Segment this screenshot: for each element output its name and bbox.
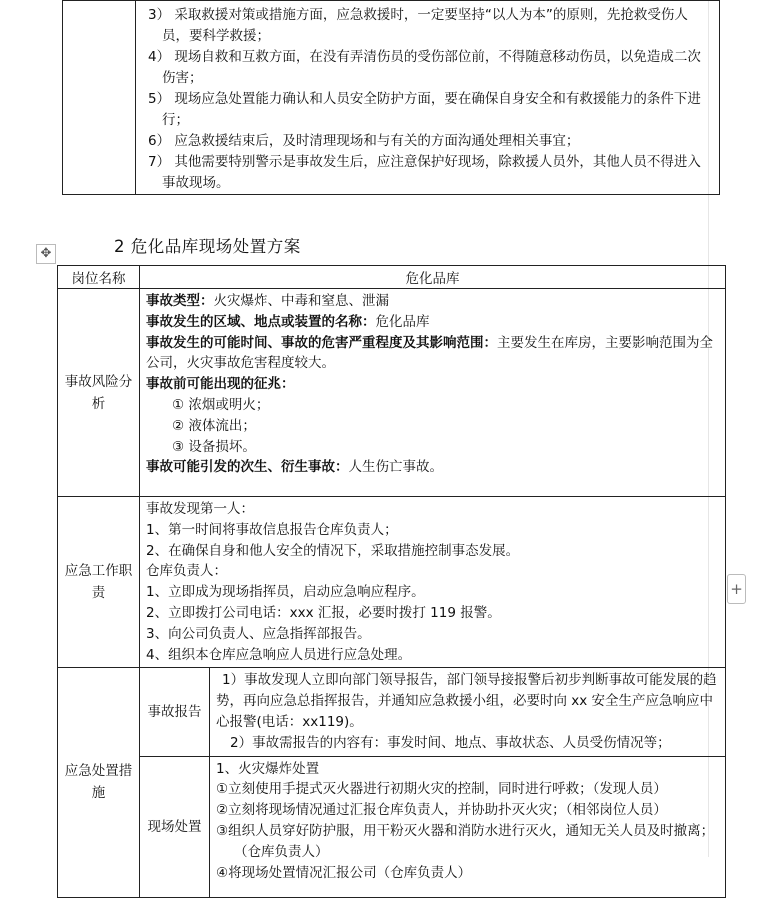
previous-table-fragment — [62, 0, 720, 195]
accident-report-content — [210, 668, 726, 756]
duty-line: 事故发现第一人： — [146, 501, 254, 517]
precaution-item: 3） 采取救援对策或措施方面，应急救援时，一定要坚持“以人为本”的原则，先抢救受伤人员，要科学救援； — [148, 7, 688, 44]
precaution-item: 5） 现场应急处置能力确认和人员安全防护方面，要在确保自身安全和有救援能力的条件下进行； — [148, 91, 701, 128]
precaution-item: 7） 其他需要特别警示是事故发生后，应注意保护好现场，除救援人员外，其他人员不得进入事故现场。 — [148, 154, 701, 191]
duty-line: 1、第一时间将事故信息报告仓库负责人； — [146, 521, 398, 538]
table-move-handle-icon[interactable]: ✥ — [36, 244, 56, 264]
emergency-measures-label: 应急处置措施 — [58, 668, 140, 897]
precaution-item: 6） 应急救援结束后，及时清理现场和与有关的方面沟通处理相关事宜； — [148, 133, 580, 149]
site-line: ③组织人员穿好防护服，用干粉灭火器和消防水进行灭火，通知无关人员及时撤离；（仓库负责人） — [216, 822, 715, 860]
duty-line: 4、组织本仓库应急响应人员进行应急处理。 — [146, 646, 412, 663]
emergency-duty-label: 应急工作职责 — [58, 497, 140, 668]
duty-line: 2、在确保自身和他人安全的情况下，采取措施控制事态发展。 — [146, 542, 520, 559]
accident-time-value: 主要发生在库房，主要影响范围为全公司，火灾事故危害程度较大。 — [146, 334, 713, 372]
add-row-plus-icon[interactable]: + — [727, 574, 746, 604]
precautions-cell — [136, 1, 720, 195]
secondary-accident-value: 人生伤亡事故。 — [348, 459, 443, 476]
secondary-accident-label: 事故可能引发的次生、衍生事故： — [146, 459, 349, 476]
accident-area-label: 事故发生的区域、地点或装置的名称： — [146, 313, 376, 330]
section-heading: 2 危化品库现场处置方案 — [114, 237, 301, 256]
site-disposal-content — [210, 756, 726, 897]
accident-type-label: 事故类型： — [146, 293, 214, 309]
accident-area-value: 危化品库 — [375, 313, 430, 330]
duty-line: 3、向公司负责人、应急指挥部报告。 — [146, 625, 371, 642]
precaution-item: 4） 现场自救和互救方面，在没有弄清伤员的受伤部位前，不得随意移动伤员，以免造成二次伤害； — [148, 49, 701, 86]
warning-sign-item: ① 浓烟或明火； — [172, 396, 270, 413]
disposal-plan-table — [57, 265, 726, 898]
accident-type-value: 火灾爆炸、中毒和窒息、泄漏 — [213, 293, 389, 309]
emergency-duty-content — [140, 497, 726, 668]
warning-sign-item: ② 液体流出； — [172, 417, 256, 434]
risk-analysis-content — [140, 289, 726, 497]
warning-signs-label: 事故前可能出现的征兆： — [146, 376, 295, 393]
accident-time-label: 事故发生的可能时间、事故的危害严重程度及其影响范围： — [146, 334, 497, 351]
duty-line: 1、立即成为现场指挥员，启动应急响应程序。 — [146, 584, 425, 601]
header-warehouse: 危化品库 — [140, 266, 726, 289]
site-line: ④将现场处置情况汇报公司（仓库负责人） — [216, 864, 472, 881]
risk-analysis-label: 事故风险分析 — [58, 289, 140, 497]
site-disposal-label: 现场处置 — [140, 756, 210, 897]
report-paragraph-2: 2）事故需报告的内容有：事发时间、地点、事故状态、人员受伤情况等； — [230, 734, 671, 751]
warning-sign-item: ③ 设备损坏。 — [172, 438, 256, 455]
site-line: 1、火灾爆炸处置 — [216, 760, 320, 777]
empty-label-cell — [63, 1, 136, 195]
duty-line: 2、立即拨打公司电话：xxx 汇报，必要时拨打 119 报警。 — [146, 604, 501, 621]
report-paragraph-1: 1）事故发现人立即向部门领导报告，部门领导接报警后初步判断事故可能发展的趋势，再向应急总指挥报告，并通知应急救援小组，必要时向 xx 安全生产应急响应中心报警(电话：xx119)。 — [216, 672, 717, 730]
duty-line: 仓库负责人： — [146, 563, 227, 580]
header-post-name: 岗位名称 — [58, 266, 140, 289]
site-line: ②立刻将现场情况通过汇报仓库负责人，并协助扑灭火灾；（相邻岗位人员） — [216, 802, 667, 819]
site-line: ①立刻使用手提式灭火器进行初期火灾的控制，同时进行呼救；（发现人员） — [216, 781, 667, 798]
accident-report-label: 事故报告 — [140, 668, 210, 756]
